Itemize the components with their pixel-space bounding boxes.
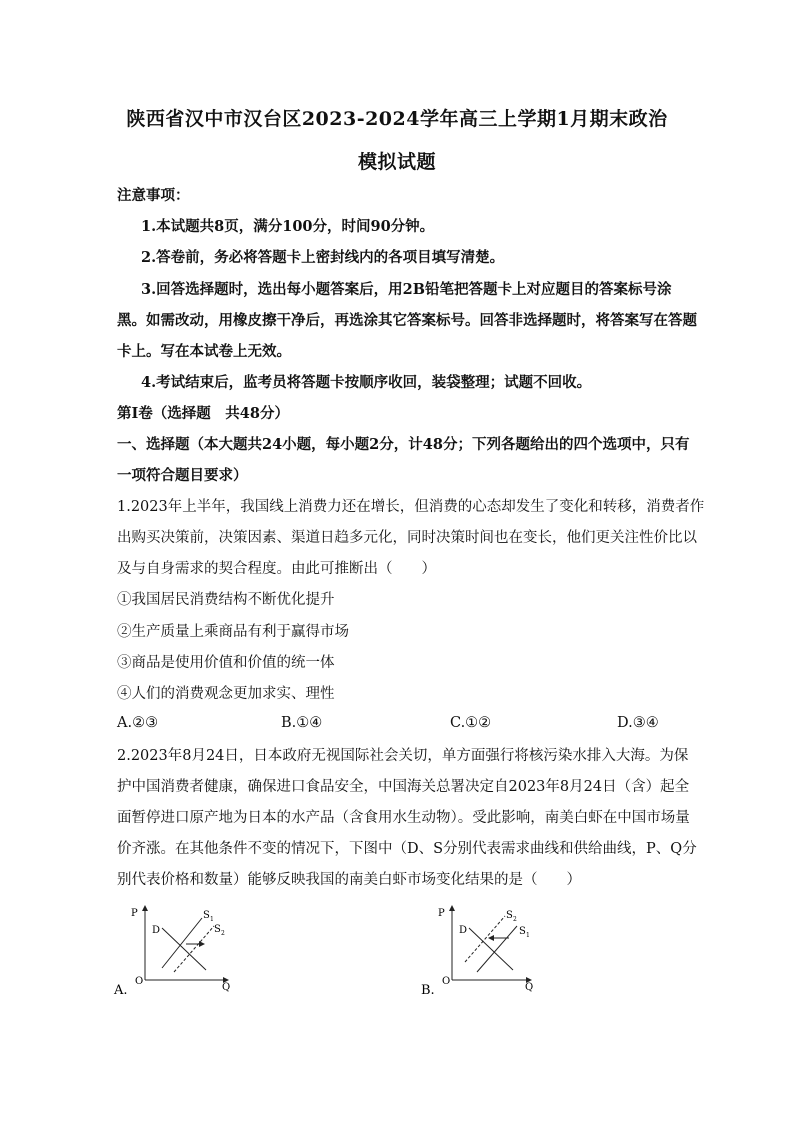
question-1-statement: ④人们的消费观念更加求实、理性: [117, 686, 335, 702]
question-1-text: 1.2023年上半年，我国线上消费力还在增长，但消费的心态却发生了变化和转移，消费者作: [117, 499, 705, 515]
notice-item: 卡上。写在本试卷上无效。: [117, 343, 291, 360]
part-heading: 第Ⅰ卷（选择题 共48分）: [117, 405, 289, 422]
graph-a-demand-label: D: [152, 925, 161, 936]
graph-a-supply-curve-s2: [174, 926, 214, 972]
graph-b-supply-curve-s1: [477, 926, 517, 972]
graph-a-s2-subscript: 2: [221, 930, 225, 937]
question-2-text: 2.2023年8月24日，日本政府无视国际社会关切，单方面强行将核污染水排入大海。为保: [117, 748, 689, 764]
graph-b-demand-label: D: [459, 925, 468, 936]
notice-item: 3.回答选择题时，选出每小题答案后，用2B铅笔把答题卡上对应题目的答案标号涂: [141, 281, 672, 298]
graph-b-q-label: Q: [525, 982, 534, 993]
graph-a-q-label: Q: [222, 982, 231, 993]
notice-item: 黑。如需改动，用橡皮擦干净后，再选涂其它答案标号。回答非选择题时，将答案写在答题: [117, 312, 697, 329]
graph-a-s1-label: S: [203, 910, 210, 921]
graph-b-s2-label: S: [506, 910, 513, 921]
graph-b-origin-label: O: [442, 976, 451, 987]
question-2-text: 面暂停进口原产地为日本的水产品（含食用水生动物）。受此影响，南美白虾在中国市场量: [117, 810, 690, 826]
notice-item: 4.考试结束后，监考员将答题卡按顺序收回，装袋整理；试题不回收。: [141, 374, 592, 391]
question-1-statement: ②生产质量上乘商品有利于赢得市场: [117, 624, 349, 640]
graph-a-demand-curve: [162, 928, 206, 970]
graph-a-s2-label: S: [214, 924, 221, 935]
option-c[interactable]: C.①②: [450, 715, 492, 731]
notice-heading: 注意事项：: [117, 187, 190, 204]
graph-b-s1-label: S: [519, 926, 526, 937]
notice-item: 2.答卷前，务必将答题卡上密封线内的各项目填写清楚。: [141, 249, 505, 266]
graph-a-origin-label: O: [135, 976, 144, 987]
supply-demand-graph-a: [110, 902, 250, 1002]
page-title: 陕西省汉中市汉台区2023-2024学年高三上学期1月期末政治: [126, 108, 668, 130]
question-1-statement: ③商品是使用价值和价值的统一体: [117, 655, 335, 671]
section-heading: 一项符合题目要求）: [117, 467, 248, 484]
question-1-statement: ①我国居民消费结构不断优化提升: [117, 592, 335, 608]
graph-a-s1-subscript: 1: [210, 916, 214, 923]
question-1-text: 及与自身需求的契合程度。由此可推断出（ ）: [117, 561, 436, 577]
graph-b-supply-curve-s2: [465, 916, 505, 962]
question-2-text: 价齐涨。在其他条件不变的情况下，下图中（D、S分别代表需求曲线和供给曲线，P、Q分: [117, 841, 697, 857]
graph-a-p-label: P: [131, 908, 138, 919]
section-heading: 一、选择题（本大题共24小题，每小题2分，计48分；下列各题给出的四个选项中，只有: [117, 436, 690, 453]
page-subtitle: 模拟试题: [357, 151, 436, 173]
option-b[interactable]: B.①④: [281, 715, 323, 731]
supply-demand-graph-b: [417, 902, 557, 1002]
option-a[interactable]: A.②③: [117, 715, 159, 731]
graph-b-label: B.: [421, 983, 435, 998]
question-2-text: 别代表价格和数量）能够反映我国的南美白虾市场变化结果的是（ ）: [117, 872, 581, 888]
option-d[interactable]: D.③④: [617, 715, 659, 731]
graph-b-demand-curve: [469, 928, 513, 970]
question-1-text: 出购买决策前，决策因素、渠道日趋多元化，同时决策时间也在变长，他们更关注性价比以: [117, 530, 697, 546]
graph-b-s2-subscript: 2: [513, 916, 517, 923]
notice-item: 1.本试题共8页，满分100分，时间90分钟。: [141, 218, 435, 235]
graph-b-s1-subscript: 1: [526, 932, 530, 939]
graph-b-p-label: P: [438, 908, 445, 919]
graph-a-label: A.: [114, 983, 128, 998]
question-2-text: 护中国消费者健康，确保进口食品安全，中国海关总署决定自2023年8月24日（含）起全: [117, 779, 690, 795]
